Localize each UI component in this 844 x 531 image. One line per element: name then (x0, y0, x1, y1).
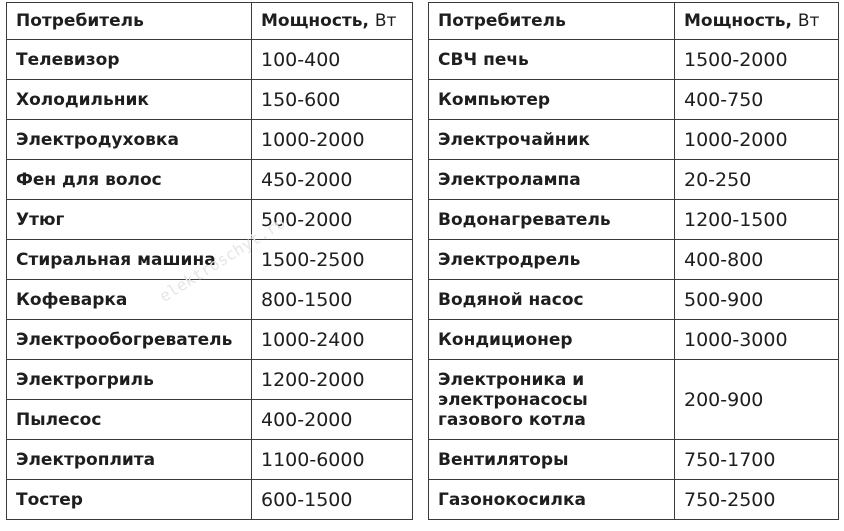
left-table (6, 2, 413, 520)
table-row (429, 200, 839, 240)
power-range: 20-250 (675, 160, 839, 200)
appliance-name: Электрообогреватель (7, 320, 252, 360)
appliance-name: Кофеварка (7, 280, 252, 320)
appliance-name: Фен для волос (7, 160, 252, 200)
power-range: 1500-2500 (252, 240, 413, 280)
appliance-name-line: газового котла (438, 409, 586, 430)
appliance-name: Кондиционер (429, 320, 675, 360)
table-row (429, 240, 839, 280)
appliance-name: Холодильник (7, 80, 252, 120)
table-row (7, 240, 413, 280)
table-row (7, 280, 413, 320)
table-row (7, 440, 413, 480)
appliance-name: Компьютер (429, 80, 675, 120)
appliance-name: Водонагреватель (429, 200, 675, 240)
appliance-name: Стиральная машина (7, 240, 252, 280)
table-row (429, 120, 839, 160)
header-consumer: Потребитель (429, 3, 675, 40)
table-row (7, 200, 413, 240)
appliance-name: Утюг (7, 200, 252, 240)
power-range: 400-800 (675, 240, 839, 280)
appliance-name: Тостер (7, 480, 252, 520)
appliance-name: Электрочайник (429, 120, 675, 160)
power-range: 1500-2000 (675, 40, 839, 80)
power-range: 400-2000 (252, 400, 413, 440)
header-power-unit: Вт (797, 11, 820, 31)
header-power (252, 3, 413, 40)
appliance-name (429, 360, 675, 440)
appliance-name: Пылесос (7, 400, 252, 440)
table-row (429, 80, 839, 120)
appliance-name: Электролампа (429, 160, 675, 200)
table-row (7, 160, 413, 200)
header-row (429, 3, 839, 40)
power-range: 500-2000 (252, 200, 413, 240)
appliance-name-line: Электроника и (438, 369, 585, 390)
power-range: 1000-2000 (675, 120, 839, 160)
power-range: 750-2500 (675, 480, 839, 520)
table-row (429, 280, 839, 320)
power-range: 1100-6000 (252, 440, 413, 480)
appliance-name: Вентиляторы (429, 440, 675, 480)
appliance-name: Водяной насос (429, 280, 675, 320)
table-row (7, 480, 413, 520)
appliance-name-line: электронасосы (438, 389, 588, 410)
table-row (429, 440, 839, 480)
table-row (429, 360, 839, 400)
power-range: 1200-1500 (675, 200, 839, 240)
table-row (429, 40, 839, 80)
power-range: 800-1500 (252, 280, 413, 320)
table-row (429, 480, 839, 520)
power-range: 100-400 (252, 40, 413, 80)
power-range: 750-1700 (675, 440, 839, 480)
table-row (7, 320, 413, 360)
header-power-label: Мощность, (684, 11, 792, 31)
table-row (7, 120, 413, 160)
power-range: 1000-3000 (675, 320, 839, 360)
header-power-unit: Вт (374, 11, 397, 31)
table-row (7, 40, 413, 80)
table-row (7, 360, 413, 400)
header-row (7, 3, 413, 40)
appliance-name: Электродрель (429, 240, 675, 280)
table-row (429, 320, 839, 360)
power-range: 200-900 (675, 360, 839, 440)
header-power-label: Мощность, (261, 11, 369, 31)
power-range: 450-2000 (252, 160, 413, 200)
appliance-name: Электроплита (7, 440, 252, 480)
right-table (428, 2, 839, 520)
header-power (675, 3, 839, 40)
power-range: 400-750 (675, 80, 839, 120)
table-row (7, 80, 413, 120)
table-row (7, 400, 413, 440)
watermark: elektroschyt.ru (155, 213, 289, 306)
power-range: 1000-2400 (252, 320, 413, 360)
table-row (429, 160, 839, 200)
appliance-name: Телевизор (7, 40, 252, 80)
header-consumer: Потребитель (7, 3, 252, 40)
power-range: 150-600 (252, 80, 413, 120)
power-range: 1000-2000 (252, 120, 413, 160)
appliance-name: Газонокосилка (429, 480, 675, 520)
power-range: 1200-2000 (252, 360, 413, 400)
power-range: 500-900 (675, 280, 839, 320)
power-range: 600-1500 (252, 480, 413, 520)
appliance-name: СВЧ печь (429, 40, 675, 80)
appliance-name: Электродуховка (7, 120, 252, 160)
appliance-name: Электрогриль (7, 360, 252, 400)
